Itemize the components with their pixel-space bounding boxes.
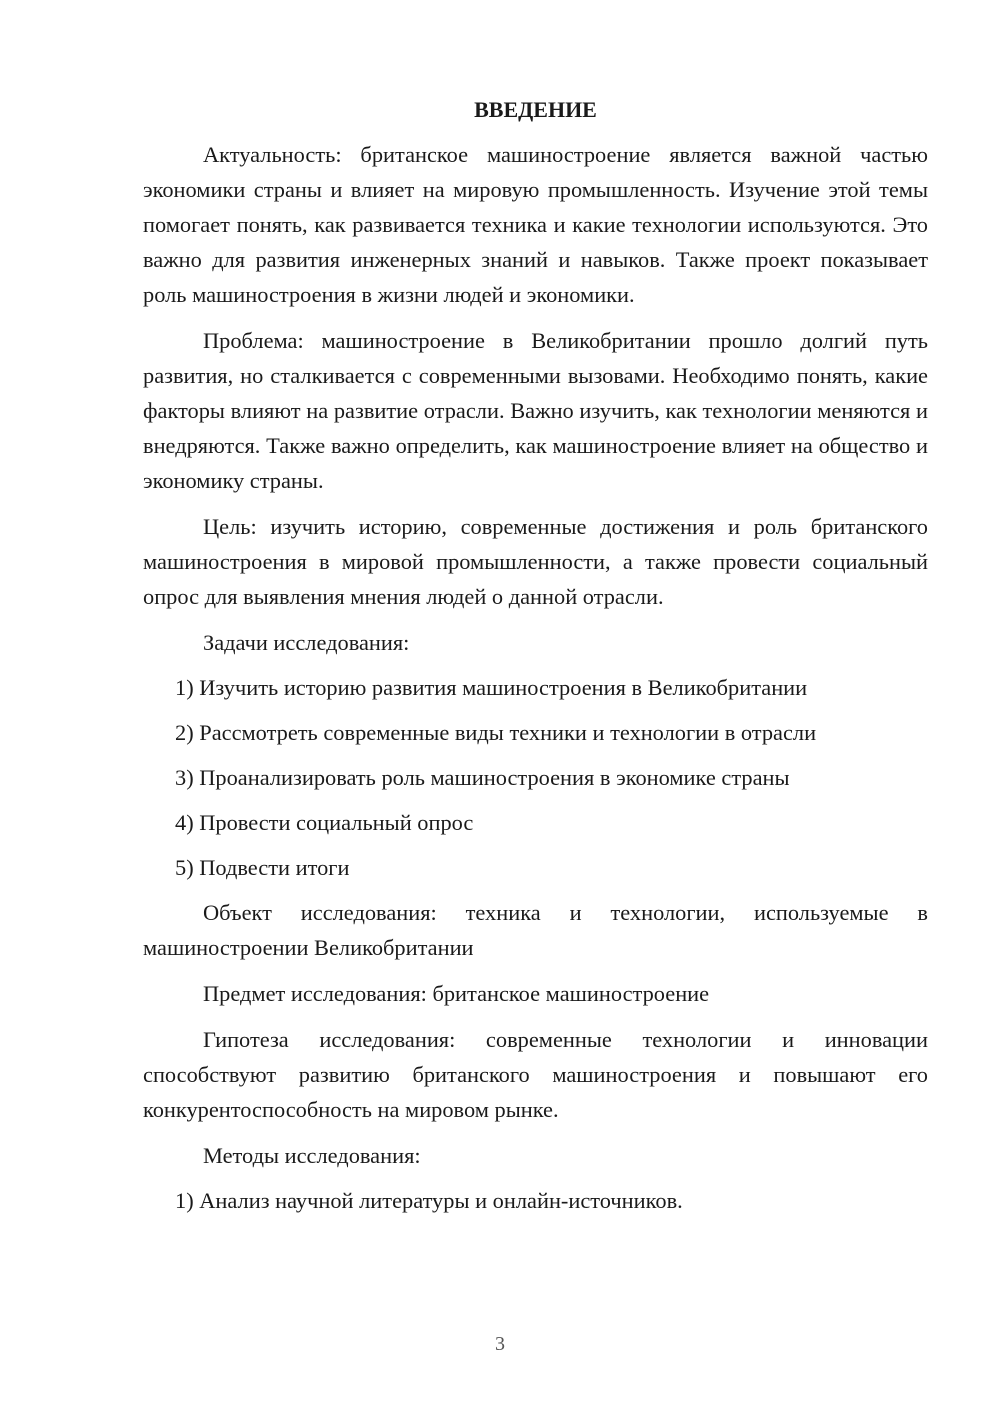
- object-paragraph: Объект исследования: техника и технологии, используемые в машиностроении Великобритании: [143, 900, 928, 960]
- subject-paragraph: Предмет исследования: британское машиностроение: [203, 981, 710, 1006]
- task-item: 3) Проанализировать роль машиностроения в экономике страны: [175, 765, 790, 790]
- relevance-paragraph: Актуальность: британское машиностроение является важной частью экономики страны и влияет на мировую промышленность. Изучение этой темы помогает понять, как развивается техника и какие технологии используются. Это важно для развития инженерных знаний и навыков. Также проект показывает роль машиностроения в жизни людей и экономики.: [143, 142, 928, 307]
- methods-heading: Методы исследования:: [203, 1143, 421, 1168]
- page-number: 3: [495, 1333, 505, 1355]
- task-item: 4) Провести социальный опрос: [175, 810, 474, 835]
- page-title: ВВЕДЕНИЕ: [474, 97, 597, 122]
- document-page: [143, 92, 928, 1228]
- problem-paragraph: Проблема: машиностроение в Великобритании прошло долгий путь развития, но сталкивается с современными вызовами. Необходимо понять, какие факторы влияют на развитие отрасли. Важно изучить, как технологии меняются и внедряются. Также важно определить, как машиностроение влияет на общество и экономику страны.: [143, 328, 928, 493]
- method-item: 1) Анализ научной литературы и онлайн-источников.: [175, 1188, 683, 1213]
- task-item: 5) Подвести итоги: [175, 855, 350, 880]
- task-item: 1) Изучить историю развития машиностроения в Великобритании: [175, 675, 808, 700]
- task-item: 2) Рассмотреть современные виды техники и технологии в отрасли: [175, 720, 817, 745]
- tasks-heading: Задачи исследования:: [203, 630, 410, 655]
- hypothesis-paragraph: Гипотеза исследования: современные технологии и инновации способствуют развитию британского машиностроения и повышают его конкурентоспособность на мировом рынке.: [143, 1027, 928, 1122]
- goal-paragraph: Цель: изучить историю, современные достижения и роль британского машиностроения в мировой промышленности, а также провести социальный опрос для выявления мнения людей о данной отрасли.: [143, 514, 928, 609]
